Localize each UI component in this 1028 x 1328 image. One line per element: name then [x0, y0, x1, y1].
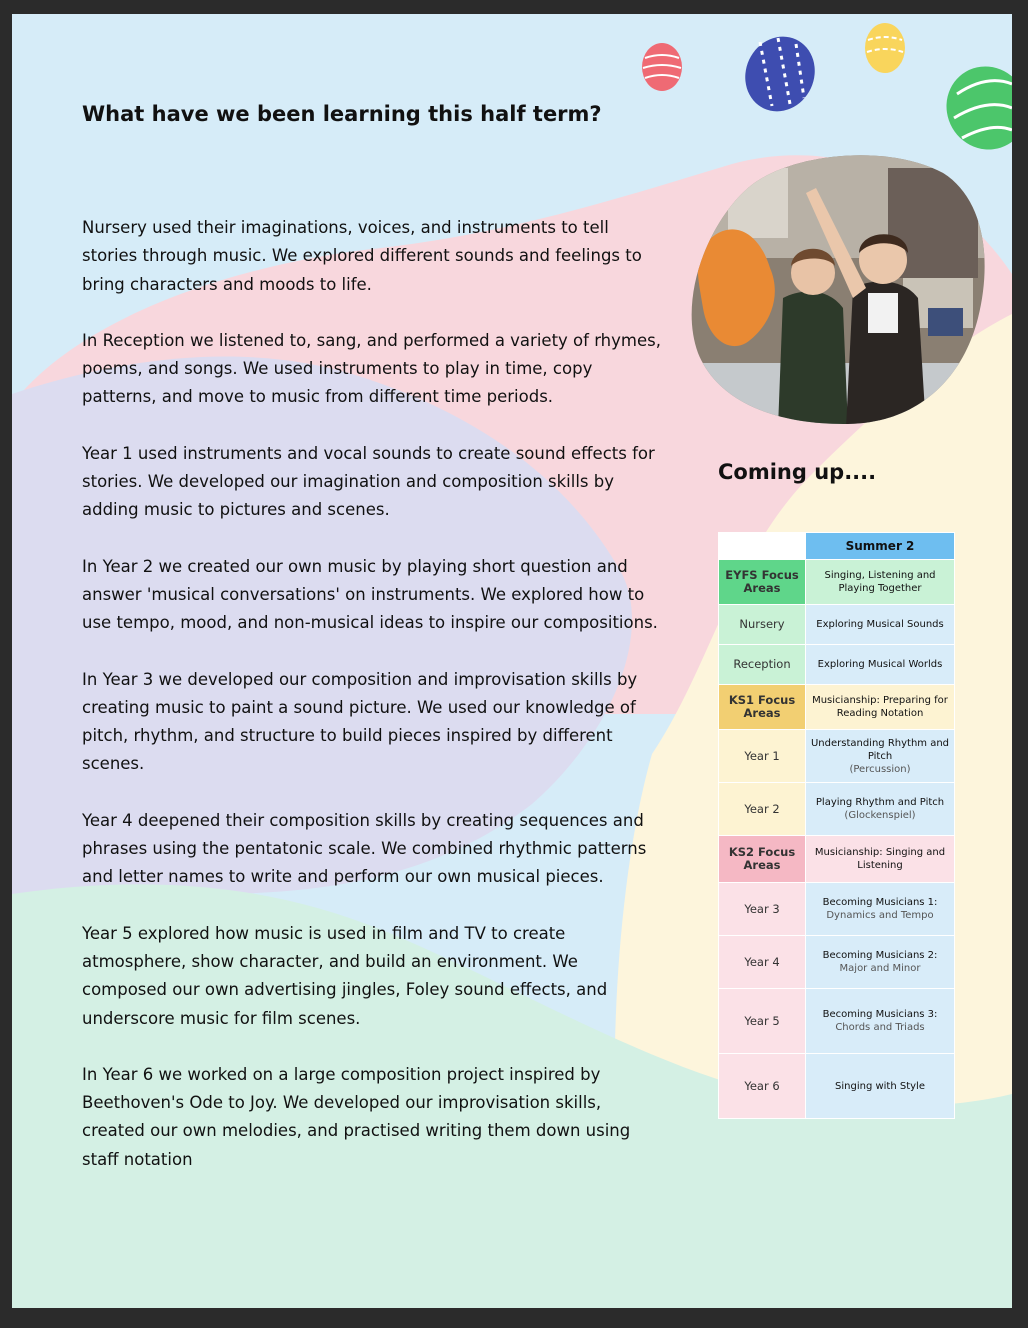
page-title: What have we been learning this half term? — [82, 102, 602, 126]
topic-subtitle: Dynamics and Tempo — [826, 910, 934, 921]
table-row — [719, 883, 955, 936]
topic-title: Becoming Musicians 1: — [822, 897, 938, 908]
table-row — [719, 936, 955, 989]
summer-2-plan-table — [718, 532, 955, 1119]
paragraph-year-3: In Year 3 we developed our composition and improvisation skills by creating music to paint a sound picture. We used our knowledge of pitch, rhythm, and structure to build pieces inspired by different scenes. — [82, 669, 638, 774]
table-row — [719, 685, 955, 730]
easter-egg-red-icon — [642, 43, 682, 91]
paragraph-year-4: Year 4 deepened their composition skills by creating sequences and phrases using the pentatonic scale. We combined rhythmic patterns and letter names to write and perform our own musical pieces. — [82, 810, 647, 887]
table-row — [719, 1054, 955, 1119]
row-label-year-4: Year 4 — [719, 936, 806, 989]
table-row — [719, 560, 955, 605]
row-label-year-2: Year 2 — [719, 783, 806, 836]
row-topic-year-4 — [806, 936, 955, 989]
newsletter-page — [12, 14, 1012, 1308]
row-topic-year-5 — [806, 989, 955, 1054]
row-label-year-6: Year 6 — [719, 1054, 806, 1119]
coming-up-heading: Coming up.... — [718, 460, 877, 484]
learning-summary — [82, 214, 662, 1202]
row-topic-year-2 — [806, 783, 955, 836]
paragraph-nursery: Nursery used their imaginations, voices, and instruments to tell stories through music. We explored different sounds and feelings to bring characters and moods to life. — [82, 218, 642, 294]
topic-subtitle: (Glockenspiel) — [844, 810, 916, 821]
table-row — [719, 645, 955, 685]
header-blank-cell — [719, 533, 806, 560]
row-topic-eyfs: Singing, Listening and Playing Together — [806, 560, 955, 605]
row-label-ks2: KS2 Focus Areas — [719, 836, 806, 883]
row-topic-year-1 — [806, 730, 955, 783]
table-row — [719, 836, 955, 883]
classroom-photo — [688, 148, 988, 428]
topic-title: Playing Rhythm and Pitch — [815, 797, 945, 808]
row-topic-ks1: Musicianship: Preparing for Reading Notation — [806, 685, 955, 730]
paragraph-reception: In Reception we listened to, sang, and performed a variety of rhymes, poems, and songs. We used instruments to play in time, copy patterns, and move to music from different time periods. — [82, 330, 661, 407]
row-topic-nursery: Exploring Musical Sounds — [806, 605, 955, 645]
table-header-row — [719, 533, 955, 560]
header-summer-2: Summer 2 — [806, 533, 955, 560]
row-label-ks1: KS1 Focus Areas — [719, 685, 806, 730]
table-row — [719, 989, 955, 1054]
row-label-year-3: Year 3 — [719, 883, 806, 936]
easter-egg-yellow-icon — [865, 23, 905, 73]
row-topic-year-6: Singing with Style — [806, 1054, 955, 1119]
topic-subtitle: Major and Minor — [839, 963, 921, 974]
paragraph-year-2: In Year 2 we created our own music by playing short question and answer 'musical conversations' on instruments. We explored how to use tempo, mood, and non-musical ideas to inspire our compositions. — [82, 556, 658, 633]
topic-title: Becoming Musicians 3: — [822, 1009, 938, 1020]
easter-egg-blue-icon — [733, 25, 827, 123]
row-label-year-1: Year 1 — [719, 730, 806, 783]
topic-title: Becoming Musicians 2: — [822, 950, 938, 961]
row-label-nursery: Nursery — [719, 605, 806, 645]
row-topic-year-3 — [806, 883, 955, 936]
table-row — [719, 605, 955, 645]
topic-subtitle: (Percussion) — [849, 763, 911, 775]
topic-subtitle: Chords and Triads — [835, 1022, 925, 1033]
paragraph-year-6: In Year 6 we worked on a large composition project inspired by Beethoven's Ode to Joy. We developed our improvisation skills, created our own melodies, and practised writing them down using staff notation — [82, 1064, 631, 1169]
paragraph-year-1: Year 1 used instruments and vocal sounds to create sound effects for stories. We developed our imagination and composition skills by adding music to pictures and scenes. — [82, 443, 655, 520]
row-label-year-5: Year 5 — [719, 989, 806, 1054]
table-row — [719, 730, 955, 783]
row-topic-ks2: Musicianship: Singing and Listening — [806, 836, 955, 883]
paragraph-year-5: Year 5 explored how music is used in film and TV to create atmosphere, show character, and build an environment. We composed our own advertising jingles, Foley sound effects, and underscore music for film scenes. — [82, 923, 608, 1028]
row-topic-reception: Exploring Musical Worlds — [806, 645, 955, 685]
topic-title: Understanding Rhythm and Pitch — [810, 737, 950, 762]
row-label-reception: Reception — [719, 645, 806, 685]
row-label-eyfs: EYFS Focus Areas — [719, 560, 806, 605]
table-row — [719, 783, 955, 836]
